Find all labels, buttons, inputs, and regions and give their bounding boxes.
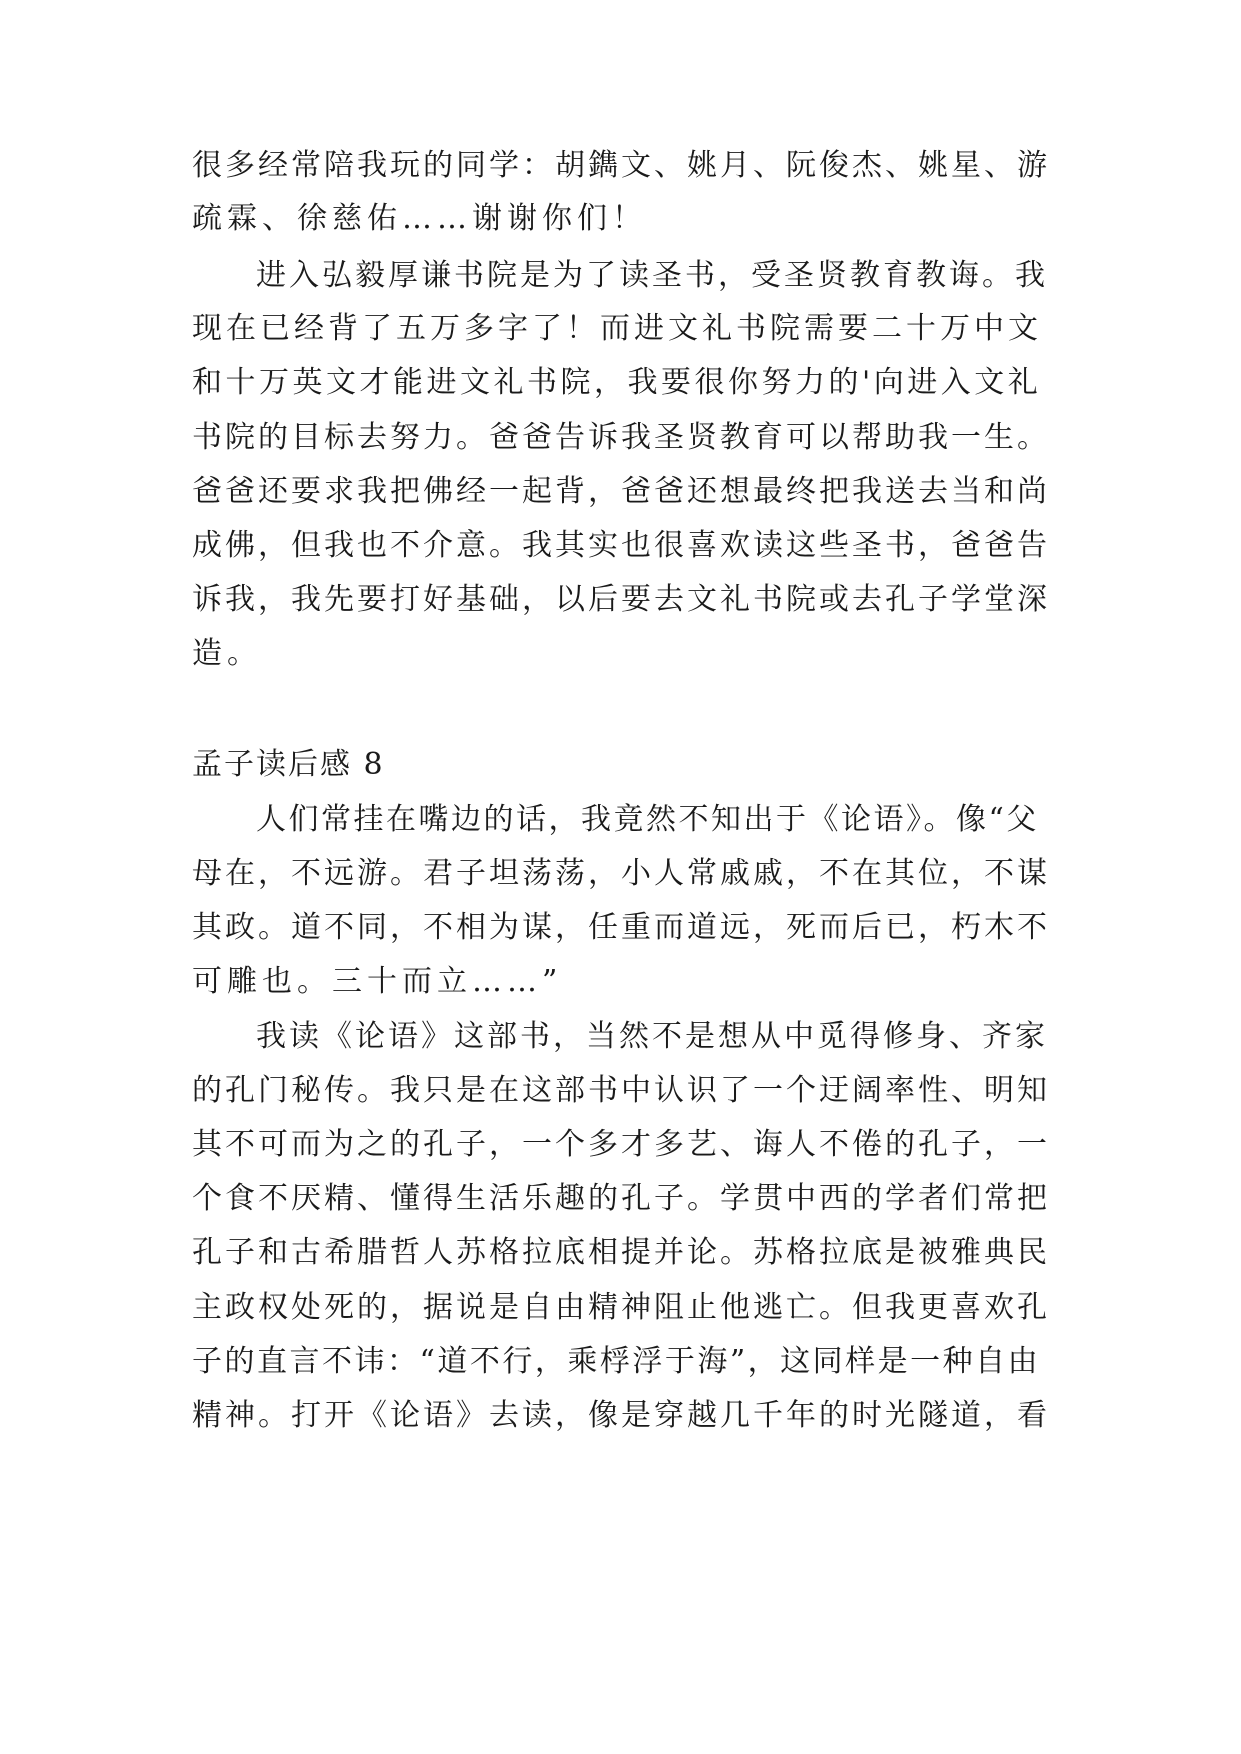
paragraph-line: 精神。打开《论语》去读，像是穿越几千年的时光隧道，看 (192, 1398, 1050, 1433)
paragraph-line: 我读《论语》这部书，当然不是想从中觅得修身、齐家 (256, 1019, 1048, 1054)
paragraph-line: 孔子和古希腊哲人苏格拉底相提并论。苏格拉底是被雅典民 (192, 1235, 1050, 1270)
paragraph-line: 疏霖、徐慈佑……谢谢你们！ (192, 201, 647, 236)
paragraph-line: 子的直言不讳：“道不行，乘桴浮于海”，这同样是一种自由 (192, 1344, 1041, 1379)
paragraph-line: 可雕也。三十而立……” (192, 964, 563, 999)
paragraph-line: 进入弘毅厚谦书院是为了读圣书，受圣贤教育教诲。我 (256, 258, 1048, 293)
paragraph-line: 诉我，我先要打好基础，以后要去文礼书院或去孔子学堂深 (192, 582, 1050, 617)
paragraph-line: 爸爸还要求我把佛经一起背，爸爸还想最终把我送去当和尚 (192, 474, 1050, 509)
paragraph-line: 书院的目标去努力。爸爸告诉我圣贤教育可以帮助我一生。 (192, 420, 1050, 455)
paragraph-line: 主政权处死的，据说是自由精神阻止他逃亡。但我更喜欢孔 (192, 1290, 1050, 1325)
paragraph-line: 母在，不远游。君子坦荡荡，小人常戚戚，不在其位，不谋 (192, 856, 1050, 891)
paragraph-line: 个食不厌精、懂得生活乐趣的孔子。学贯中西的学者们常把 (192, 1181, 1050, 1216)
paragraph-line: 人们常挂在嘴边的话，我竟然不知出于《论语》。像“父 (256, 802, 1039, 837)
paragraph-line: 成佛，但我也不介意。我其实也很喜欢读这些圣书，爸爸告 (192, 528, 1050, 563)
section-title: 孟子读后感 8 (192, 747, 385, 782)
paragraph-line: 很多经常陪我玩的同学：胡鐫文、姚月、阮俊杰、姚星、游 (192, 148, 1050, 183)
paragraph-line: 和十万英文才能进文礼书院，我要很你努力的'向进入文礼 (192, 365, 1042, 400)
paragraph-line: 其不可而为之的孔子，一个多才多艺、诲人不倦的孔子，一 (192, 1127, 1050, 1162)
paragraph-line: 现在已经背了五万多字了！而进文礼书院需要二十万中文 (192, 311, 1042, 346)
paragraph-line: 造。 (192, 636, 262, 671)
paragraph-line: 的孔门秘传。我只是在这部书中认识了一个迂阔率性、明知 (192, 1073, 1050, 1108)
paragraph-line: 其政。道不同，不相为谋，任重而道远，死而后已，朽木不 (192, 910, 1050, 945)
